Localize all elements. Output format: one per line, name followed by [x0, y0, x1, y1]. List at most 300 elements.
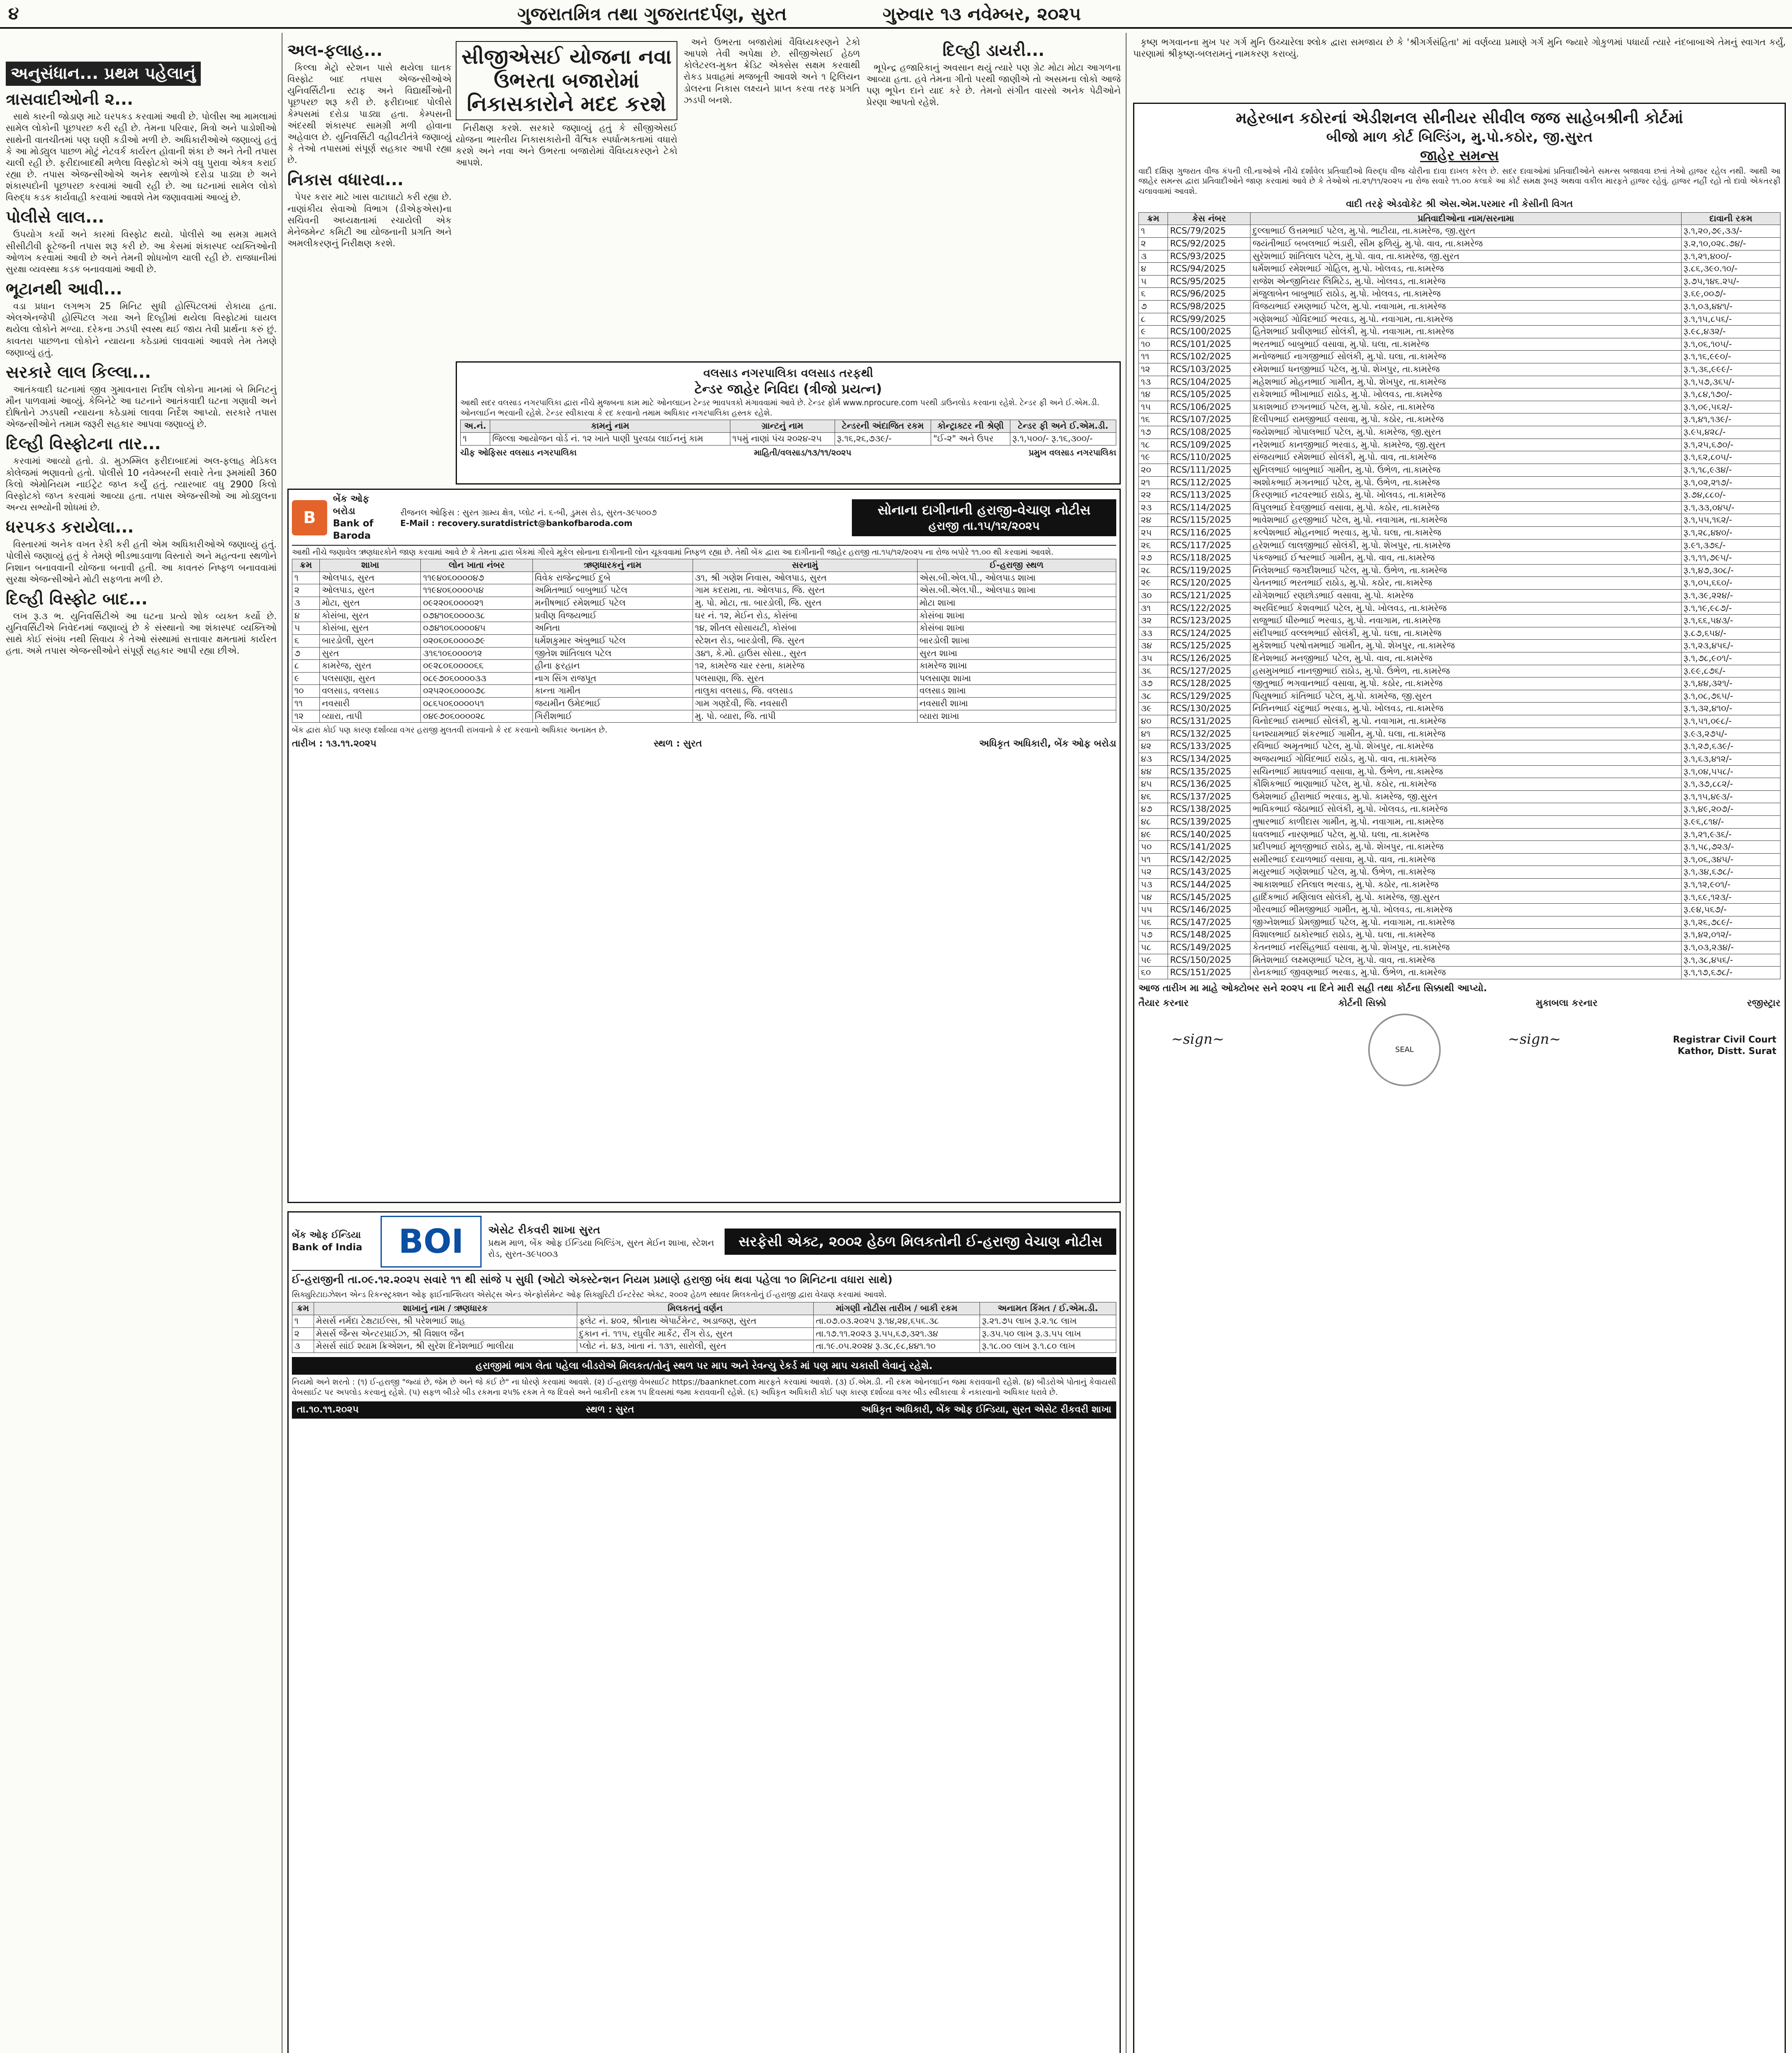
table-cell: ૦૪૯૭૦૬૦૦૦૦૨૮	[421, 710, 532, 723]
table-cell: રૂ.૧,૫૫,૧૬૨/-	[1682, 514, 1781, 527]
table-cell: મનોજભાઈ નાગજીભાઈ સોલંકી, મુ.પો. ઘલા, તા.કામરેજ	[1250, 351, 1682, 363]
boi-terms: નિયમો અને શરતો : (૧) ઈ-હરાજી "જ્યાં છે, જેમ છે અને જે કંઈ છે" ના ધોરણે કરવામાં આવશે. (૨) ઈ-હરાજી વેબસાઈટ https://baanknet.com મારફતે કરવામાં આવશે. (૩) ઈ.એમ.ડી. ની રકમ ઓનલાઈન જમા કરાવવાની રહેશે. (૪) બીડરોએ પોતાનું કેવાયસી વેબસાઈટ પર અપલોડ કરવાનું રહેશે. (૫) સફળ બીડરે બીડ રકમના ૨૫% રકમ તે જ દિવસે અને બાકીની રકમ ૧૫ દિવસમાં જમા કરાવવાની રહેશે. (૬) અધિકૃત અધિકારી કોઈ પણ કારણ દર્શાવ્યા વગર બીડ સ્વીકારવા કે નકારવાનો અધિકાર ધરાવે છે.	[292, 1378, 1116, 1397]
tender-table	[460, 420, 1116, 445]
table-row	[1139, 615, 1781, 627]
table-cell: ૨૧	[1139, 476, 1168, 489]
table-cell: રૂ.૧,૪૪,૩૨૧/-	[1682, 677, 1781, 690]
table-cell: ૨૮	[1139, 564, 1168, 577]
table-cell: RCS/93/2025	[1168, 250, 1250, 263]
tender-sign-mid: માહિતી/વલસાડ/૧૩/૧૧/૨૦૨૫	[754, 447, 851, 457]
table-cell: RCS/103/2025	[1168, 363, 1250, 376]
table-cell: ૨૯	[1139, 577, 1168, 590]
table-cell: RCS/109/2025	[1168, 439, 1250, 451]
table-cell: ૦૯૨૮૦૬૦૦૦૦૬૬	[421, 660, 532, 673]
table-cell: ૫૯	[1139, 954, 1168, 967]
table-cell: ૫૫	[1139, 904, 1168, 916]
tender-col-header: કોન્ટ્રાક્ટર ની શ્રેણી	[931, 420, 1010, 433]
table-cell: ૫	[292, 622, 320, 635]
table-cell: અરવિંદભાઈ કેશવભાઈ પટેલ, મુ.પો. ખોલવડ, તા.કામરેજ	[1250, 602, 1682, 615]
table-cell: ૦૭૪૧૦૬૦૦૦૦૪૫	[421, 622, 532, 635]
table-row	[292, 660, 1116, 673]
table-cell: કલ્પેશભાઈ મોહનભાઈ ભરવાડ, મુ.પો. ઘલા, તા.કામરેજ	[1250, 526, 1682, 539]
table-cell: ૫	[1139, 275, 1168, 288]
table-cell: ભરતભાઈ બાબુભાઈ વસાવા, મુ.પો. ઘલા, તા.કામરેજ	[1250, 338, 1682, 351]
table-row	[1139, 853, 1781, 866]
table-cell: ૪૮	[1139, 815, 1168, 828]
boi-place: સ્થળ : સુરત	[585, 1404, 634, 1415]
story-title: દિલ્હી વિસ્ફોટના તાર...	[6, 434, 161, 454]
table-cell: ગણેશભાઈ ગોવિંદભાઈ ભરવાડ, મુ.પો. નવાગામ, તા.કામરેજ	[1250, 313, 1682, 326]
table-cell: રૂ.૧,૧૮,૯૩૪/-	[1682, 464, 1781, 476]
table-cell: વલસાડ, વલસાડ	[319, 685, 420, 698]
story-title: ધરપકડ કરાયેલા...	[6, 518, 134, 537]
tender-col-header: કામનું નામ	[490, 420, 730, 433]
table-cell: ૧૫	[1139, 401, 1168, 413]
table-cell: RCS/110/2025	[1168, 451, 1250, 464]
table-cell: મંજુલાબેન બાબુભાઈ રાઠોડ, મુ.પો. ખોલવડ, તા.કામરેજ	[1250, 288, 1682, 301]
table-cell: ૫૪	[1139, 891, 1168, 904]
table-cell: રૂ.૧,૪૨,૦૧૨/-	[1682, 929, 1781, 942]
bob-date: તારીખ : ૧૩.૧૧.૨૦૨૫	[292, 738, 377, 749]
table-cell: ૯	[292, 672, 320, 685]
table-row	[1139, 275, 1781, 288]
table-cell: કામરેજ શાખા	[917, 660, 1116, 673]
table-cell: RCS/111/2025	[1168, 464, 1250, 476]
boi-name-en: Bank of India	[292, 1242, 363, 1253]
table-cell: ૧૧૯૪૦૬૦૦૦૦૪૭	[421, 572, 532, 584]
table-row	[1139, 740, 1781, 753]
table-cell: રૂ.૧,૩૨,૪૧૦/-	[1682, 703, 1781, 715]
table-cell: રમેશભાઈ ધનજીભાઈ પટેલ, મુ.પો. શેખપુર, તા.કામરેજ	[1250, 363, 1682, 376]
table-cell: ૧૩	[1139, 376, 1168, 388]
table-cell: વ્યારા, તાપી	[319, 710, 420, 723]
court-summons-notice	[1133, 103, 1786, 2053]
table-cell: રૂ.૧,૧૯,૯૮૭/-	[1682, 602, 1781, 615]
boi-auction-line: ઈ-હરાજીની તા.૦૯.૧૨.૨૦૨૫ સવારે ૧૧ થી સાંજે ૫ સુધી (ઓટો એક્સ્ટેન્શન નિયમ પ્રમાણે હરાજી બંધ થવા પહેલા ૧૦ મિનિટના વધારા સાથે)	[292, 1274, 893, 1286]
table-cell: ૧૨	[292, 710, 320, 723]
table-cell: મોટા, સુરત	[319, 597, 420, 610]
table-row	[1139, 363, 1781, 376]
table-row	[1139, 413, 1781, 426]
verified-by: મુકાબલા કરનાર	[1535, 997, 1598, 1008]
table-cell: જયંતીભાઈ બબલભાઈ ભંડારી, સીમ ફળિયું, મુ.પો. વાવ, તા.કામરેજ	[1250, 237, 1682, 250]
bob-intro: આથી નીચે જણાવેલ ઋણધારકોને જાણ કરવામાં આવે છે કે તેમના દ્વારા બેંકમાં ગીરવે મૂકેલ સોનાના દાગીનાની લોન ચૂકવવામાં નિષ્ફળ રહ્યા છે. તેથી બેંક દ્વારા આ દાગીનાની જાહેર હરાજી તા.૧૫/૧૨/૨૦૨૫ ના રોજ બપોરે ૧૧.૦૦ થી કરવામાં આવશે.	[292, 547, 1054, 557]
table-cell: રવિભાઈ અમૃતભાઈ પટેલ, મુ.પો. શેખપુર, તા.કામરેજ	[1250, 740, 1682, 753]
table-cell: ધર્મેશભાઈ રમેશભાઈ ગોહિલ, મુ.પો. ખોલવડ, તા.કામરેજ	[1250, 263, 1682, 276]
table-cell: ૭	[1139, 300, 1168, 313]
table-cell: ૦૨૫૨૦૬૦૦૦૦૭૮	[421, 685, 532, 698]
table-row	[1139, 828, 1781, 841]
story-title: નિકાસ વધારવા...	[287, 170, 404, 190]
table-cell: ૩૧૬૧૦૬૦૦૦૦૧૨	[421, 647, 532, 660]
section-header: અનુસંધાન... પ્રથમ પહેલાનું	[6, 62, 201, 86]
table-cell: રૂ.૭૪,૮૮૦/-	[1682, 489, 1781, 502]
story-body: વડા પ્રધાન લગભગ 25 મિનિટ સુધી હોસ્પિટલમાં રોકાયા હતા. એલએનજેપી હોસ્પિટલ ગયા અને દિલ્હીમાં થયેલા વિસ્ફોટમાં ઘાયલ થયેલા લોકોને મળ્યા. દરેકના ઝડપી સ્વસ્થ થઈ જાય તેવી પ્રાર્થના કરું છું. કાવતરા પાછળના લોકોને ન્યાયના કઠેડામાં લાવવામાં આવશે તેમ તેમણે જણાવ્યું હતું.	[6, 301, 277, 358]
table-cell: રૂ.૧,૧૬,૯૯૦/-	[1682, 351, 1781, 363]
bob-signatory: અધિકૃત અધિકારી, બેંક ઓફ બરોડા	[979, 738, 1116, 749]
table-cell: RCS/136/2025	[1168, 778, 1250, 791]
table-cell: રૂ.૧,૧૫,૪૯૩/-	[1682, 790, 1781, 803]
table-row	[1139, 464, 1781, 476]
table-cell: RCS/118/2025	[1168, 552, 1250, 565]
table-row	[1139, 489, 1781, 502]
table-cell: ૧૯	[1139, 451, 1168, 464]
table-cell: ઉમેશભાઈ હીરાભાઈ ભરવાડ, મુ.પો. કામરેજ, જી.સુરત	[1250, 790, 1682, 803]
table-cell: RCS/99/2025	[1168, 313, 1250, 326]
table-row	[292, 697, 1116, 710]
table-row	[1139, 803, 1781, 816]
table-row	[1139, 476, 1781, 489]
table-row	[1139, 552, 1781, 565]
table-cell: રૂ.૧,૫૭,૩૬૫/-	[1682, 376, 1781, 388]
table-cell: ૧	[292, 1315, 314, 1328]
table-cell: ૧	[292, 572, 320, 584]
table-cell: RCS/131/2025	[1168, 715, 1250, 728]
table-cell: કૌશિકભાઈ ભાણાભાઈ પટેલ, મુ.પો. કઠોર, તા.કામરેજ	[1250, 778, 1682, 791]
table-row	[292, 710, 1116, 723]
table-cell: RCS/140/2025	[1168, 828, 1250, 841]
table-cell: નિતિનભાઈ ચંદુભાઈ ભરવાડ, મુ.પો. ખોલવડ, તા.કામરેજ	[1250, 703, 1682, 715]
table-cell: રૂ.૧,૫૧,૦૯૮/-	[1682, 715, 1781, 728]
table-cell: વિજયભાઈ રમણભાઈ પટેલ, મુ.પો. નવાગામ, તા.કામરેજ	[1250, 300, 1682, 313]
table-cell: RCS/100/2025	[1168, 326, 1250, 338]
table-cell: ઓલપાડ, સુરત	[319, 572, 420, 584]
table-cell: પ્લોટ નં. ૪૩, ખાતા નં. ૧૩૧, સારોલી, સુરત	[577, 1340, 813, 1353]
table-cell: રૂ.૧,૦૪,૫૫૮/-	[1682, 765, 1781, 778]
table-row	[1139, 640, 1781, 652]
story-body: આતંકવાદી ઘટનામાં જીવ ગુમાવનારા નિર્દોષ લોકોના માનમાં બે મિનિટનું મૌન પાળવામાં આવ્યું. કેબિનેટે આ ઘટનાને આતંકવાદી ઘટના ગણાવી અને દોષિતોને ઝડપથી ન્યાયના કઠેડામાં લાવવા નિર્દેશ આપ્યો. સરકારે તપાસ એજન્સીઓને તમામ જરૂરી સહકાર આપવા જણાવ્યું છે.	[6, 384, 277, 430]
notice-body: વાદી દક્ષિણ ગુજરાત વીજ કંપની લી.નાઓએ નીચે દર્શાવેલ પ્રતિવાદીઓ વિરુદ્ધ વીજ ચોરીના દાવા દાખલ કરેલ છે. સદર દાવાઓમાં પ્રતિવાદીઓને સમન્સ બજાવવા છતાં તેઓ હાજર રહેલ નથી. આથી આ જાહેર સમન્સ દ્વારા પ્રતિવાદીઓને જાણ કરવામાં આવે છે કે તેઓએ તા.૨૧/૧૧/૨૦૨૫ ના રોજ સવારે ૧૧.૦૦ કલાકે આ કોર્ટ સમક્ષ રૂબરૂ અથવા વકીલ મારફતે હાજર રહેવું. હાજર નહીં રહો તો દાવો એકતરફી ચલાવવામાં આવશે.	[1138, 166, 1781, 196]
column-divider	[1126, 33, 1127, 2053]
table-cell: ૬	[292, 634, 320, 647]
story-title: અલ-ફલાહ...	[287, 41, 383, 60]
cgse-story	[456, 37, 677, 406]
table-row	[1139, 237, 1781, 250]
table-cell: RCS/102/2025	[1168, 351, 1250, 363]
valsad-tender-notice	[456, 361, 1121, 485]
table-cell: મહેશભાઈ મોહનભાઈ ગામીત, મુ.પો. શેખપુર, તા.કામરેજ	[1250, 376, 1682, 388]
table-cell: મેસર્સ જૈન્સ એન્ટરપ્રાઈઝ, શ્રી વિશાલ જૈન	[314, 1327, 577, 1340]
table-cell: રૂ.૧,૨૭,૬૩૯/-	[1682, 740, 1781, 753]
table-cell: પ્રદીપભાઈ મૂળજીભાઈ રાઠોડ, મુ.પો. શેખપુર, તા.કામરેજ	[1250, 841, 1682, 854]
table-row	[1139, 326, 1781, 338]
story-title: દિલ્હી ડાયરી...	[942, 41, 1045, 60]
table-cell: પલસાણા શાખા	[917, 672, 1116, 685]
table-cell: ગૌરવભાઈ ભીમજીભાઈ ગામીત, મુ.પો. ખોલવડ, તા.કામરેજ	[1250, 904, 1682, 916]
table-cell: રૂ.૭૫,૧૪૬.૨૫/-	[1682, 275, 1781, 288]
table-cell: મેસર્સ સાંઈ શ્યામ ક્રિએશન, શ્રી સુરેશ દિનેશભાઈ ભાલીયા	[314, 1340, 577, 1353]
table-cell: ૯	[1139, 326, 1168, 338]
table-row	[1139, 703, 1781, 715]
table-row	[292, 647, 1116, 660]
table-cell: સુરેશભાઈ શાંતિલાલ પટેલ, મુ.પો. વાવ, તા.કામરેજ, જી.સુરત	[1250, 250, 1682, 263]
table-cell: RCS/113/2025	[1168, 489, 1250, 502]
table-cell: અમિતભાઈ બાબુભાઈ પટેલ	[532, 584, 693, 597]
table-cell: એસ.બી.એલ.પી., ઓલપાડ શાખા	[917, 572, 1116, 584]
table-cell: RCS/123/2025	[1168, 615, 1250, 627]
table-cell: ૨૪	[1139, 514, 1168, 527]
table-cell: નાગ સિંગ રાજપૂત	[532, 672, 693, 685]
table-row	[1139, 942, 1781, 954]
table-row	[1139, 376, 1781, 388]
column-3-news	[684, 37, 860, 406]
table-row	[1139, 225, 1781, 238]
table-cell: કોસંબા, સુરત	[319, 609, 420, 622]
court-seal: SEAL	[1368, 1014, 1441, 1086]
story-body: લખ રૂ.૩ ભ. યુનિવર્સિટીએ આ ઘટના પ્રત્યે શોક વ્યક્ત કર્યો છે. યુનિવર્સિટીએ નિવેદનમાં જણાવ્યું છે કે સંસ્થાનો આ શંકાસ્પદ વ્યક્તિઓ સાથે કોઈ સંબંધ નથી સિવાય કે તેઓ સંસ્થામાં સત્તાવાર ક્ષમતામાં કાર્યરત હતા. અમે તપાસ એજન્સીઓને સંપૂર્ણ સહકાર આપી રહ્યા છીએ.	[6, 611, 277, 657]
table-cell: ૫૨	[1139, 866, 1168, 879]
table-cell: રૂ.૧,૩૩,૦૪૫/-	[1682, 501, 1781, 514]
table-cell: ૪૩	[1139, 753, 1168, 765]
table-cell: તુષારભાઈ કાળીદાસ ગામીત, મુ.પો. નવાગામ, તા.કામરેજ	[1250, 815, 1682, 828]
table-cell: રાજેશ એન્જીનિયર લિમિટેડ, મુ.પો. ખોલવડ, તા.કામરેજ	[1250, 275, 1682, 288]
table-row	[1139, 288, 1781, 301]
table-cell: મેસર્સ નર્મદા ટેક્ષટાઈલ્સ, શ્રી પરેશભાઈ શાહ	[314, 1315, 577, 1328]
bob-name: બેંક ઓફ બરોડા	[333, 494, 369, 517]
table-cell: રૂ.૧૮.૦૦ લાખ રૂ.૧.૮૦ લાખ	[980, 1340, 1116, 1353]
table-cell: RCS/116/2025	[1168, 526, 1250, 539]
table-cell: ૪૭	[1139, 803, 1168, 816]
table-cell: નવસારી શાખા	[917, 697, 1116, 710]
table-row	[1139, 451, 1781, 464]
table-cell: દુલ્લાભાઈ ઉત્તમભાઈ પટેલ, મુ.પો. ભાટીયા, તા.કામરેજ, જી.સુરત	[1250, 225, 1682, 238]
table-cell: કેતનભાઈ નરસિંહભાઈ વસાવા, મુ.પો. શેખપુર, તા.કામરેજ	[1250, 942, 1682, 954]
story-body: ઉપયોગ કર્યો અને કારમાં વિસ્ફોટ થયો. પોલીસે આ સમગ્ર મામલે સીસીટીવી ફૂટેજની તપાસ શરૂ કરી છે. આ કેસમાં શંકાસ્પદ વ્યક્તિઓની ઓળખ કરવામાં આવી છે અને તેમની શોધખોળ ચાલી રહી છે. રાજધાનીમાં સુરક્ષા વ્યવસ્થા કડક બનાવવામાં આવી છે.	[6, 230, 277, 275]
table-cell: કોસંબા, સુરત	[319, 622, 420, 635]
table-cell: તા.૧૭.૧૧.૨૦૨૩ રૂ.૫૫,૬૭,૩૨૧.૩૪	[814, 1327, 980, 1340]
table-cell: RCS/138/2025	[1168, 803, 1250, 816]
table-cell: ૫૮	[1139, 942, 1168, 954]
table-cell: રૂ.૧,૦૩,૪૪૧/-	[1682, 300, 1781, 313]
table-cell: RCS/117/2025	[1168, 539, 1250, 552]
table-row	[292, 672, 1116, 685]
table-cell: મુ. પો. વ્યારા, જિ. તાપી	[693, 710, 917, 723]
table-cell: રૂ.૧,૩૬,૯૯૯/-	[1682, 363, 1781, 376]
table-cell: દિનેશભાઈ મનજીભાઈ પટેલ, મુ.પો. વાવ, તા.કામરેજ	[1250, 652, 1682, 665]
story-title: પોલીસે લાલ...	[6, 208, 104, 227]
table-cell: RCS/98/2025	[1168, 300, 1250, 313]
table-cell: રૂ.૧,૧૧,૭૯૫/-	[1682, 552, 1781, 565]
table-cell: રૂ.૬૯,૦૦૭/-	[1682, 288, 1781, 301]
table-cell: મુકેશભાઈ પરષોત્તમભાઈ ગામીત, મુ.પો. શેખપુર, તા.કામરેજ	[1250, 640, 1682, 652]
table-cell: RCS/114/2025	[1168, 501, 1250, 514]
paper-name: ગુજરાતમિત્ર તથા ગુજરાતદર્પણ, સુરત	[517, 4, 787, 25]
table-cell: RCS/79/2025	[1168, 225, 1250, 238]
table-row	[1139, 916, 1781, 929]
party-line: વાદી તરફે એડવોકેટ શ્રી એસ.એમ.પરમાર ની કેસીની વિગત	[1346, 198, 1573, 209]
table-cell: ૩૦	[1139, 590, 1168, 602]
court-table: ક્રમ કેસ નંબર પ્રતિવાદીઓના નામ/સરનામા દાવાની રકમ ૧ RCS/79/2025 દુલ્લાભાઈ ઉત્તમભાઈ પટેલ, મુ.પો. ભાટીયા, તા.કામરેજ, જી.સુરત રૂ.૧,૨૦,૭૯,૩૩/- ૨ RCS/92/2025 જયંતીભાઈ બબલભાઈ ભંડારી, સીમ ફળિયું, મુ.પો. વાવ, તા.કામરેજ રૂ.૨,૧૦,૦૨૮.૭૪/- ૩ RCS/93/2025 સુરેશભાઈ શાંતિલાલ પટેલ, મુ.પો. વાવ, તા.કામરેજ, જી.સુરત રૂ.૧,૨૧,૪૦૦/- ૪ RCS/94/2025 ધર્મેશભાઈ રમેશભાઈ ગોહિલ, મુ.પો. ખોલવડ, તા.કામરેજ રૂ.૮૬,૩૯૦.૧૦/- ૫ RCS/95/2025 રાજેશ એન્જીનિયર લિમિટેડ, મુ.પો. ખોલવડ, તા.કામરેજ રૂ.૭૫,૧૪૬.૨૫/- ૬ RCS/96/2025 મંજુલાબેન બાબુભાઈ રાઠોડ, મુ.પો. ખોલવડ, તા.કામરેજ રૂ.૬૯,૦૦૭/- ૭ RCS/98/2025 વિજયભાઈ રમણભાઈ પટેલ, મુ.પો. નવાગામ, તા.કામરેજ રૂ.૧,૦૩,૪૪૧/- ૮ RCS/99/2025 ગણેશભાઈ ગોવિંદભાઈ ભરવાડ, મુ.પો. નવાગામ, તા.કામરેજ રૂ.૧,૧૫,૮૫૬/- ૯ RCS/100/2025 હિતેશભાઈ પ્રવીણભાઈ સોલંકી, મુ.પો. નવાગામ, તા.કામરેજ રૂ.૯૮,૪૩૨/- ૧૦ RCS/101/2025 ભરતભાઈ બાબુભાઈ વસાવા, મુ.પો. ઘલા, તા.કામરેજ રૂ.૧,૦૬,૧૦૫/- ૧૧ RCS/102/2025 મનોજભાઈ નાગજીભાઈ સોલંકી, મુ.પો. ઘલા, તા.કામરેજ રૂ.૧,૧૬,૯૯૦/- ૧૨ RCS/103/2025 રમેશભાઈ ધનજીભાઈ પટેલ, મુ.પો. શેખપુર, તા.કામરેજ રૂ.૧,૩૬,૯૯૯/- ૧૩ RCS/104/2025 મહેશભાઈ મોહનભાઈ ગામીત, મુ.પો. શેખપુર, તા.કામરેજ રૂ.૧,૫૭,૩૬૫/- ૧૪ RCS/105/2025 રાકેશભાઈ ભીખાભાઈ રાઠોડ, મુ.પો. ખોલવડ, તા.કામરેજ રૂ.૧,૮૪,૧૭૦/- ૧૫ RCS/106/2025 પ્રકાશભાઈ છગનભાઈ પટેલ, મુ.પો. કઠોર, તા.કામરેજ રૂ.૧,૦૯,૫૬૨/- ૧૬ RCS/107/2025 દિલીપભાઈ રામજીભાઈ વસાવા, મુ.પો. કઠોર, તા.કામરેજ રૂ.૧,૪૧,૧૩૯/- ૧૭ RCS/108/2025 જયેશભાઈ ગોપાલભાઈ પટેલ, મુ.પો. કામરેજ, જી.સુરત રૂ.૯૫,૪૨૮/- ૧૮ RCS/109/2025 નરેશભાઈ કાનજીભાઈ ભરવાડ, મુ.પો. કામરેજ, જી.સુરત રૂ.૧,૨૫,૬૭૦/- ૧૯ RCS/110/2025 સંજયભાઈ રમેશભાઈ સોલંકી, મુ.પો. વાવ, તા.કામરેજ રૂ.૧,૬૨,૮૦૫/- ૨૦ RCS/111/2025 સુનિલભાઈ બાબુભાઈ ગામીત, મુ.પો. ઉંભેળ, તા.કામરેજ રૂ.૧,૧૮,૯૩૪/- ૨૧ RCS/112/2025 અશોકભાઈ મગનભાઈ પટેલ, મુ.પો. ઉંભેળ, તા.કામરેજ રૂ.૧,૦૨,૨૧૭/- ૨૨ RCS/113/2025 કિરણભાઈ નટવરભાઈ રાઠોડ, મુ.પો. ખોલવડ, તા.કામરેજ રૂ.૭૪,૮૮૦/- ૨૩ RCS/114/2025 વિપુલભાઈ દેવજીભાઈ વસાવા, મુ.પો. કઠોર, તા.કામરેજ રૂ.૧,૩૩,૦૪૫/- ૨૪ RCS/115/2025 ભાવેશભાઈ હરજીભાઈ પટેલ, મુ.પો. નવાગામ, તા.કામરેજ રૂ.૧,૫૫,૧૬૨/- ૨૫ RCS/116/2025 કલ્પેશભાઈ મોહનભાઈ ભરવાડ, મુ.પો. ઘલા, તા.કામરેજ રૂ.૧,૨૮,૪૪૦/- ૨૬ RCS/117/2025 હરેશભાઈ લાલજીભાઈ સોલંકી, મુ.પો. શેખપુર, તા.કામરેજ રૂ.૯૧,૩૭૬/- ૨૭ RCS/118/2025 પંકજભાઈ ઈશ્વરભાઈ ગામીત, મુ.પો. વાવ, તા.કામરેજ રૂ.૧,૧૧,૭૯૫/- ૨૮ RCS/119/2025 નિલેશભાઈ જગદીશભાઈ પટેલ, મુ.પો. ઉંભેળ, તા.કામરેજ રૂ.૧,૪૭,૩૦૮/- ૨૯ RCS/120/2025 ચેતનભાઈ ભરતભાઈ રાઠોડ, મુ.પો. કઠોર, તા.કામરેજ રૂ.૧,૦૫,૬૬૦/- ૩૦ RCS/121/2025 યોગેશભાઈ રણછોડભાઈ વસાવા, મુ.પો. કામરેજ રૂ.૧,૩૯,૨૨૪/- ૩૧ RCS/122/2025 અરવિંદભાઈ કેશવભાઈ પટેલ, મુ.પો. ખોલવડ, તા.કામરેજ રૂ.૧,૧૯,૯૮૭/- ૩૨ RCS/123/2025 રાજુભાઈ ધીરુભાઈ ભરવાડ, મુ.પો. નવાગામ, તા.કામરેજ રૂ.૧,૬૬,૫૪૩/- ૩૩ RCS/124/2025 સંદીપભાઈ વલ્લભભાઈ સોલંકી, મુ.પો. ઘલા, તા.કામરેજ રૂ.૮૭,૬૫૪/- ૩૪ RCS/125/2025 મુકેશભાઈ પરષોત્તમભાઈ ગામીત, મુ.પો. શેખપુર, તા.કામરેજ રૂ.૧,૨૩,૪૫૬/- ૩૫ RCS/126/2025 દિનેશભાઈ મનજીભાઈ પટેલ, મુ.પો. વાવ, તા.કામરેજ રૂ.૧,૭૮,૯૦૧/- ૩૬ RCS/127/2025 હસમુખભાઈ નાનજીભાઈ રાઠોડ, મુ.પો. ઉંભેળ, તા.કામરેજ રૂ.૯૯,૮૭૬/- ૩૭ RCS/128/2025 જીતુભાઈ ભગવાનભાઈ વસાવા, મુ.પો. કઠોર, તા.કામરેજ રૂ.૧,૪૪,૩૨૧/- ૩૮ RCS/129/2025 પિયુષભાઈ કાંતિભાઈ પટેલ, મુ.પો. કામરેજ, જી.સુરત રૂ.૧,૦૮,૭૬૫/- ૩૯ RCS/130/2025 નિતિનભાઈ ચંદુભાઈ ભરવાડ, મુ.પો. ખોલવડ, તા.કામરેજ રૂ.૧,૩૨,૪૧૦/- ૪૦ RCS/131/2025 વિનોદભાઈ રામભાઈ સોલંકી, મુ.પો. નવાગામ, તા.કામરેજ રૂ.૧,૫૧,૦૯૮/- ૪૧ RCS/132/2025 ઘનશ્યામભાઈ શંકરભાઈ ગામીત, મુ.પો. ઘલા, તા.કામરેજ રૂ.૯૩,૨૭૫/- ૪૨ RCS/133/2025 રવિભાઈ અમૃતભાઈ પટેલ, મુ.પો. શેખપુર, તા.કામરેજ રૂ.૧,૨૭,૬૩૯/- ૪૩ RCS/134/2025 અજયભાઈ ગોવિંદભાઈ રાઠોડ, મુ.પો. વાવ, તા.કામરેજ રૂ.૧,૬૩,૪૧૨/- ૪૪ RCS/135/2025 સચિનભાઈ માધવભાઈ વસાવા, મુ.પો. ઉંભેળ, તા.કામરેજ રૂ.૧,૦૪,૫૫૮/- ૪૫ RCS/136/2025 કૌશિકભાઈ ભાણાભાઈ પટેલ, મુ.પો. કઠોર, તા.કામરેજ રૂ.૧,૩૭,૮૮૨/- ૪૬ RCS/137/2025 ઉમેશભાઈ હીરાભાઈ ભરવાડ, મુ.પો. કામરેજ, જી.સુરત રૂ.૧,૧૫,૪૯૩/- ૪૭ RCS/138/2025 ભાવિકભાઈ જેઠાભાઈ સોલંકી, મુ.પો. ખોલવડ, તા.કામરેજ રૂ.૧,૪૯,૨૦૭/- ૪૮ RCS/139/2025 તુષારભાઈ કાળીદાસ ગામીત, મુ.પો. નવાગામ, તા.કામરેજ રૂ.૯૬,૮૧૪/- ૪૯ RCS/140/2025 ધવલભાઈ નારણભાઈ પટેલ, મુ.પો. ઘલા, તા.કામરેજ રૂ.૧,૨૧,૯૩૬/- ૫૦ RCS/141/2025 પ્રદીપભાઈ મૂળજીભાઈ રાઠોડ, મુ.પો. શેખપુર, તા.કામરેજ રૂ.૧,૫૮,૭૨૩/- ૫૧ RCS/142/2025 સમીરભાઈ દયાળભાઈ વસાવા, મુ.પો. વાવ, તા.કામરેજ રૂ.૧,૦૬,૩૪૫/- ૫૨ RCS/143/2025 મયુરભાઈ ગણેશભાઈ પટેલ, મુ.પો. ઉંભેળ, તા.કામરેજ રૂ.૧,૩૪,૬૭૮/- ૫૩ RCS/144/2025 આકાશભાઈ રતિલાલ ભરવાડ, મુ.પો. કઠોર, તા.કામરેજ રૂ.૧,૧૨,૯૦૧/- ૫૪ RCS/145/2025 હાર્દિકભાઈ મણિલાલ સોલંકી, મુ.પો. કામરેજ, જી.સુરત રૂ.૧,૬૯,૧૨૩/- ૫૫ RCS/146/2025 ગૌરવભાઈ ભીમજીભાઈ ગામીત, મુ.પો. ખોલવડ, તા.કામરેજ રૂ.૯૪,૫૬૭/- ૫૬ RCS/147/2025 જીગ્નેશભાઈ પ્રેમજીભાઈ પટેલ, મુ.પો. નવાગામ, તા.કામરેજ રૂ.૧,૨૬,૭૮૯/- ૫૭ RCS/148/2025 વિશાલભાઈ ઠાકોરભાઈ રાઠોડ, મુ.પો. ઘલા, તા.કામરેજ રૂ.૧,૪૨,૦૧૨/- ૫૮ RCS/149/2025 કેતનભાઈ નરસિંહભાઈ વસાવા, મુ.પો. શેખપુર, તા.કામરેજ રૂ.૧,૦૩,૨૩૪/- ૫૯ RCS/150/2025 મિતેશભાઈ લક્ષ્મણભાઈ પટેલ, મુ.પો. વાવ, તા.કામરેજ રૂ.૧,૩૮,૪૫૬/- ૬૦ RCS/151/2025 રોનકભાઈ જીવણભાઈ ભરવાડ, મુ.પો. ઉંભેળ, તા.કામરેજ રૂ.૧,૧૭,૬૭૮/-	[1138, 212, 1781, 979]
page-number: ૪	[8, 3, 19, 23]
story-body: નિરીક્ષણ કરશે. સરકારે જણાવ્યું હતું કે સીજીએસઈ યોજના ભારતીય નિકાસકારોની વૈશ્વિક સ્પર્ધાત્મકતામાં વધારો કરશે અને નવા અને ઉભરતા બજારોમાં વૈવિધ્યકરણને ટેકો આપશે.	[456, 123, 677, 168]
table-cell: રૂ.૧,૨૧,૯૩૬/-	[1682, 828, 1781, 841]
table-row	[292, 1327, 1116, 1340]
table-cell: ૮	[1139, 313, 1168, 326]
table-cell: ૧૮	[1139, 439, 1168, 451]
table-row	[1139, 401, 1781, 413]
boi-branch: એસેટ રીકવરી શાખા સુરત	[488, 1224, 600, 1236]
table-cell: અશોકભાઈ મગનભાઈ પટેલ, મુ.પો. ઉંભેળ, તા.કામરેજ	[1250, 476, 1682, 489]
story-title: ભૂટાનથી આવી...	[6, 280, 122, 299]
table-cell: ઘનશ્યામભાઈ શંકરભાઈ ગામીત, મુ.પો. ઘલા, તા.કામરેજ	[1250, 728, 1682, 740]
table-row	[1139, 652, 1781, 665]
table-cell: પિયુષભાઈ કાંતિભાઈ પટેલ, મુ.પો. કામરેજ, જી.સુરત	[1250, 690, 1682, 703]
table-cell: RCS/128/2025	[1168, 677, 1250, 690]
table-cell: RCS/122/2025	[1168, 602, 1250, 615]
table-row	[1139, 929, 1781, 942]
table-row	[1139, 501, 1781, 514]
tender-title: ટેન્ડર જાહેર નિવિદા (ત્રીજો પ્રયત્ન)	[694, 381, 882, 397]
table-cell: પલસાણા, જિ. સુરત	[693, 672, 917, 685]
table-cell: RCS/143/2025	[1168, 866, 1250, 879]
table-cell: વિવેક રાજેન્દ્રભાઈ દુબે	[532, 572, 693, 584]
table-cell: RCS/139/2025	[1168, 815, 1250, 828]
table-cell: પલસાણા, સુરત	[319, 672, 420, 685]
signature: ~sign~	[1508, 1031, 1561, 1047]
table-cell: સ્ટેશન રોડ, બારડોલી, જિ. સુરત	[693, 634, 917, 647]
table-row	[292, 634, 1116, 647]
table-cell: ૩	[292, 597, 320, 610]
table-row	[292, 584, 1116, 597]
bob-title: સોનાના દાગીનાની હરાજી-વેચાણ નોટીસ	[877, 502, 1091, 518]
table-cell: પ્રકાશભાઈ છગનભાઈ પટેલ, મુ.પો. કઠોર, તા.કામરેજ	[1250, 401, 1682, 413]
table-cell: ૩૮	[1139, 690, 1168, 703]
table-cell: ૪૦	[1139, 715, 1168, 728]
table-cell: રૂ.૧,૬૨,૮૦૫/-	[1682, 451, 1781, 464]
table-cell: સુરત શાખા	[917, 647, 1116, 660]
court-footer-line: આજ તારીખ મા માહે ઓક્ટોબર સને ૨૦૨૫ ના દિને મારી સહી તથા કોર્ટના સિક્કાથી આપ્યો.	[1138, 983, 1487, 994]
table-cell: ભાવેશભાઈ હરજીભાઈ પટેલ, મુ.પો. નવાગામ, તા.કામરેજ	[1250, 514, 1682, 527]
table-cell: ૬૦	[1139, 967, 1168, 979]
table-row	[1139, 891, 1781, 904]
bob-gold-auction-notice	[287, 489, 1121, 1203]
table-row	[292, 1340, 1116, 1353]
bob-name-en: Bank of Baroda	[333, 518, 374, 541]
table-cell: RCS/94/2025	[1168, 263, 1250, 276]
table-cell: રૂ.૧,૩૪,૬૭૮/-	[1682, 866, 1781, 879]
table-cell: દુકાન નં. ૧૧૫, રઘુવીર માર્કેટ, રીંગ રોડ, સુરત	[577, 1327, 813, 1340]
court-title: મહેરબાન કઠોરનાં એડીશનલ સીનીયર સીવીલ જજ સાહેબશ્રીની કોર્ટમાં	[1236, 109, 1683, 127]
court-subtitle: બીજો માળ કોર્ટ બિલ્ડિંગ, મુ.પો.કઠોર, જી.સુરત	[1326, 129, 1593, 146]
table-cell: ૨	[292, 584, 320, 597]
table-cell: રૂ.૯૯,૮૭૬/-	[1682, 665, 1781, 677]
table-cell: ૫૦	[1139, 841, 1168, 854]
table-cell: ધવલભાઈ નારણભાઈ પટેલ, મુ.પો. ઘલા, તા.કામરેજ	[1250, 828, 1682, 841]
table-cell: RCS/95/2025	[1168, 275, 1250, 288]
table-cell: ૩	[1139, 250, 1168, 263]
boi-title: સરફેસી એક્ટ, ૨૦૦૨ હેઠળ મિલકતોની ઈ-હરાજી વેચાણ નોટીસ	[725, 1229, 1116, 1255]
table-cell: જીતુભાઈ ભગવાનભાઈ વસાવા, મુ.પો. કઠોર, તા.કામરેજ	[1250, 677, 1682, 690]
table-cell: રૂ.૧,૬૩,૪૧૨/-	[1682, 753, 1781, 765]
table-cell: ૩૧, શ્રી ગણેશ નિવાસ, ઓલપાડ, સુરત	[693, 572, 917, 584]
table-cell: રૂ.૧,૦૩,૨૩૪/-	[1682, 942, 1781, 954]
table-row	[1139, 677, 1781, 690]
table-cell: ૦૨૦૬૦૬૦૦૦૦૭૯	[421, 634, 532, 647]
table-cell: ૩	[292, 1340, 314, 1353]
table-cell: ૩૧	[1139, 602, 1168, 615]
table-cell: કોસંબા શાખા	[917, 609, 1116, 622]
table-cell: RCS/121/2025	[1168, 590, 1250, 602]
table-cell: રૂ.૯૬,૮૧૪/-	[1682, 815, 1781, 828]
tender-col-header: અ.નં.	[461, 420, 490, 433]
table-row	[1139, 577, 1781, 590]
table-cell: ૧૧	[292, 697, 320, 710]
issue-date: ગુરુવાર ૧૩ નવેમ્બર, ૨૦૨૫	[883, 4, 1081, 25]
table-cell: જયેશભાઈ ગોપાલભાઈ પટેલ, મુ.પો. કામરેજ, જી.સુરત	[1250, 426, 1682, 439]
table-row	[1139, 715, 1781, 728]
table-cell: ૪	[292, 609, 320, 622]
table-cell: સંજયભાઈ રમેશભાઈ સોલંકી, મુ.પો. વાવ, તા.કામરેજ	[1250, 451, 1682, 464]
table-cell: રૂ.૧,૩૮,૪૫૬/-	[1682, 954, 1781, 967]
table-cell: ૩૪૧, કે.મો. હાઉસ સોસા., સુરત	[693, 647, 917, 660]
table-cell: ગિરીશભાઈ	[532, 710, 693, 723]
table-row	[292, 685, 1116, 698]
drafted-by: તૈયાર કરનાર	[1138, 997, 1189, 1008]
table-row	[292, 622, 1116, 635]
table-cell: RCS/115/2025	[1168, 514, 1250, 527]
table-cell: રૂ.૧,૮૪,૧૭૦/-	[1682, 388, 1781, 401]
boi-name: બેંક ઓફ ઈન્ડિયા	[292, 1230, 361, 1241]
table-cell: દિલીપભાઈ રામજીભાઈ વસાવા, મુ.પો. કઠોર, તા.કામરેજ	[1250, 413, 1682, 426]
table-cell: ૧૨	[1139, 363, 1168, 376]
table-row	[1139, 728, 1781, 740]
table-row	[1139, 690, 1781, 703]
table-cell: રૂ.૧,૨૬,૭૮૯/-	[1682, 916, 1781, 929]
signature: ~sign~	[1171, 1031, 1224, 1047]
table-cell: ૨૬	[1139, 539, 1168, 552]
story-body: પેપર કરાર માટે ખાસ વાટાઘાટો કરી રહ્યા છે. નાણાંકીય સેવાઓ વિભાગ (ડીએફએસ)ના સચિવની અધ્યક્ષતામાં રચાયેલી એક મેનેજમેન્ટ કમિટી આ યોજનાની પ્રગતિ અને અમલીકરણનું નિરીક્ષણ કરશે.	[287, 192, 452, 249]
boi-table: ક્રમ શાખાનું નામ / ઋણધારક મિલકતનું વર્ણન માંગણી નોટીસ તારીખ / બાકી રકમ અનામત કિંમત / ઈ.એમ.ડી. ૧ મેસર્સ નર્મદા ટેક્ષટાઈલ્સ, શ્રી પરેશભાઈ શાહ ફ્લેટ નં. ૪૦૨, શ્રીનાથ એપાર્ટમેન્ટ, અડાજણ, સુરત તા.૦૭.૦૩.૨૦૨૫ રૂ.૧૪,૨૪,૬૫૬.૩૮ રૂ.૨૧.૭૫ લાખ રૂ.૨.૧૮ લાખ ૨ મેસર્સ જૈન્સ એન્ટરપ્રાઈઝ, શ્રી વિશાલ જૈન દુકાન નં. ૧૧૫, રઘુવીર માર્કેટ, રીંગ રોડ, સુરત તા.૧૭.૧૧.૨૦૨૩ રૂ.૫૫,૬૭,૩૨૧.૩૪ રૂ.૩૫.૫૦ લાખ રૂ.૩.૫૫ લાખ ૩ મેસર્સ સાંઈ શ્યામ ક્રિએશન, શ્રી સુરેશ દિનેશભાઈ ભાલીયા પ્લોટ નં. ૪૩, ખાતા નં. ૧૩૧, સારોલી, સુરત તા.૧૯.૦૫.૨૦૨૪ રૂ.૩૮,૯૮,૪૪૧.૧૦ રૂ.૧૮.૦૦ લાખ રૂ.૧.૮૦ લાખ	[292, 1302, 1116, 1353]
bob-footer: બેંક દ્વારા કોઈ પણ કારણ દર્શાવ્યા વગર હરાજી મુલતવી રાખવાનો કે રદ કરવાનો અધિકાર અનામત છે.	[292, 726, 608, 735]
boi-logo: BOI	[381, 1216, 482, 1268]
table-row	[1139, 904, 1781, 916]
table-cell: RCS/151/2025	[1168, 967, 1250, 979]
table-cell: ૪૫	[1139, 778, 1168, 791]
table-cell: RCS/141/2025	[1168, 841, 1250, 854]
table-cell: રૂ.૮૬,૩૯૦.૧૦/-	[1682, 263, 1781, 276]
table-cell: ૫૭	[1139, 929, 1168, 942]
bob-office: રીજનલ ઓફિસ : સુરત ગ્રામ્ય ક્ષેત્ર, પ્લોટ નં. ૬-બી, ડુમસ રોડ, સુરત-૩૯૫૦૦૭	[400, 507, 657, 517]
table-cell: રૂ.૧,૪૧,૧૩૯/-	[1682, 413, 1781, 426]
table-row	[1139, 514, 1781, 527]
table-row	[1139, 765, 1781, 778]
table-cell: અજયભાઈ ગોવિંદભાઈ રાઠોડ, મુ.પો. વાવ, તા.કામરેજ	[1250, 753, 1682, 765]
table-cell: ઓલપાડ, સુરત	[319, 584, 420, 597]
story-body: કિલ્લા મેટ્રો સ્ટેશન પાસે થયેલા ઘાતક વિસ્ફોટ બાદ તપાસ એજન્સીઓએ યુનિવર્સિટીના સ્ટાફ અને વિદ્યાર્થીઓની પૂછપરછ શરૂ કરી છે. ફરીદાબાદ પોલીસે કેમ્પસમાં દરોડા પાડ્યા હતા. કેમ્પસની અંદરથી શંકાસ્પદ સામગ્રી મળી હોવાના અહેવાલ છે. યુનિવર્સિટી વહીવટીતંત્રે જણાવ્યું કે તેઓ તપાસમાં સંપૂર્ણ સહકાર આપી રહ્યા છે.	[287, 63, 452, 166]
table-row	[1139, 879, 1781, 891]
story-title: દિલ્હી વિસ્ફોટ બાદ...	[6, 589, 148, 609]
boi-date: તા.૧૦.૧૧.૨૦૨૫	[297, 1404, 359, 1415]
table-cell: ૩૬	[1139, 665, 1168, 677]
table-row	[1139, 967, 1781, 979]
table-cell: મયુરભાઈ ગણેશભાઈ પટેલ, મુ.પો. ઉંભેળ, તા.કામરેજ	[1250, 866, 1682, 879]
bob-logo: B	[292, 500, 327, 535]
table-cell: ૭	[292, 647, 320, 660]
table-cell: રાજુભાઈ ધીરુભાઈ ભરવાડ, મુ.પો. નવાગામ, તા.કામરેજ	[1250, 615, 1682, 627]
story-body: કરવામાં આવ્યો હતો. ડૉ. મુઝમ્મિલ ફરીદાબાદમાં અલ-ફલાહ મેડિકલ કોલેજમાં ભણાવતો હતો. પોલીસે 10 નવેમ્બરની સવારે તેના રૂમમાંથી 360 કિલો એમોનિયમ નાઈટ્રેટ જપ્ત કર્યું હતું. ત્યારબાદ વધુ 2900 કિલો વિસ્ફોટકો જપ્ત કરવામાં આવ્યા હતા. તપાસ એજન્સીઓ આ મોડ્યુલના અન્ય સભ્યોની શોધમાં છે.	[6, 456, 277, 513]
table-cell: તા.૦૭.૦૩.૨૦૨૫ રૂ.૧૪,૨૪,૬૫૬.૩૮	[814, 1315, 980, 1328]
table-row	[1139, 602, 1781, 615]
table-cell: નવસારી	[319, 697, 420, 710]
table-row	[1139, 790, 1781, 803]
table-cell: આકાશભાઈ રતિલાલ ભરવાડ, મુ.પો. કઠોર, તા.કામરેજ	[1250, 879, 1682, 891]
table-cell: રૂ.૯૮,૪૩૨/-	[1682, 326, 1781, 338]
table-cell: રૂ.૧,૩૭,૮૮૨/-	[1682, 778, 1781, 791]
table-cell: RCS/134/2025	[1168, 753, 1250, 765]
table-cell: રૂ.૯૪,૫૬૭/-	[1682, 904, 1781, 916]
table-cell: RCS/96/2025	[1168, 288, 1250, 301]
table-cell: એસ.બી.એલ.પી., ઓલપાડ શાખા	[917, 584, 1116, 597]
